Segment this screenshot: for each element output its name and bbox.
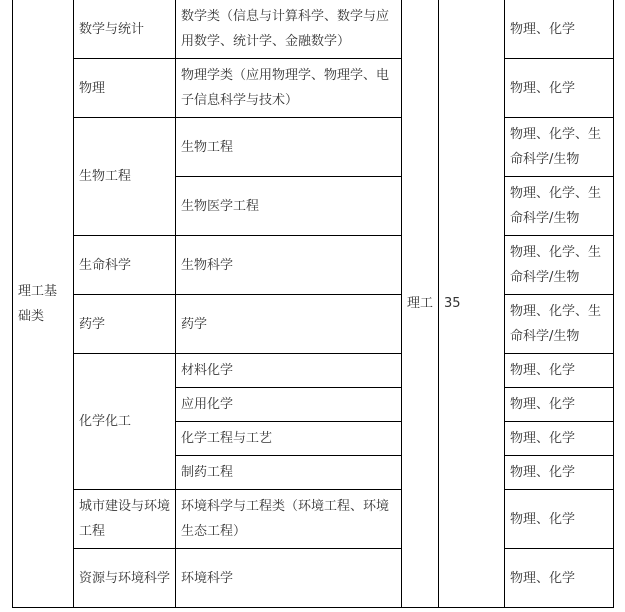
subject-cell: 资源与环境科学 xyxy=(74,549,176,608)
major-cell: 生物科学 xyxy=(176,236,402,295)
requirement-cell: 物理、化学、生命科学/生物 xyxy=(505,295,614,354)
major-cell: 物理学类（应用物理学、物理学、电子信息科学与技术） xyxy=(176,59,402,118)
subject-cell: 数学与统计 xyxy=(74,0,176,59)
table-row xyxy=(13,59,614,118)
requirement-cell: 物理、化学 xyxy=(505,456,614,490)
requirement-cell: 物理、化学 xyxy=(505,354,614,388)
requirement-cell: 物理、化学、生命科学/生物 xyxy=(505,118,614,177)
category-cell: 理工基础类 xyxy=(13,0,74,608)
table-row xyxy=(13,118,614,177)
subject-cell: 药学 xyxy=(74,295,176,354)
requirement-cell: 物理、化学 xyxy=(505,490,614,549)
subject-cell: 城市建设与环境工程 xyxy=(74,490,176,549)
subject-cell: 化学化工 xyxy=(74,354,176,490)
type-cell: 理工 xyxy=(402,0,439,608)
major-requirements-table xyxy=(12,0,614,608)
subject-cell: 生物工程 xyxy=(74,118,176,236)
requirement-cell: 物理、化学 xyxy=(505,0,614,59)
table-row xyxy=(13,236,614,295)
major-cell: 生物工程 xyxy=(176,118,402,177)
subject-cell: 生命科学 xyxy=(74,236,176,295)
requirement-cell: 物理、化学 xyxy=(505,388,614,422)
major-cell: 生物医学工程 xyxy=(176,177,402,236)
major-cell: 环境科学与工程类（环境工程、环境生态工程） xyxy=(176,490,402,549)
major-cell: 制药工程 xyxy=(176,456,402,490)
major-cell: 化学工程与工艺 xyxy=(176,422,402,456)
subject-cell: 物理 xyxy=(74,59,176,118)
major-cell: 数学类（信息与计算科学、数学与应用数学、统计学、金融数学） xyxy=(176,0,402,59)
requirement-cell: 物理、化学、生命科学/生物 xyxy=(505,177,614,236)
table-row xyxy=(13,549,614,608)
requirement-cell: 物理、化学 xyxy=(505,422,614,456)
major-cell: 应用化学 xyxy=(176,388,402,422)
count-cell: 35 xyxy=(439,0,505,608)
major-cell: 环境科学 xyxy=(176,549,402,608)
requirement-cell: 物理、化学、生命科学/生物 xyxy=(505,236,614,295)
requirement-cell: 物理、化学 xyxy=(505,59,614,118)
table-row xyxy=(13,0,614,59)
table-row xyxy=(13,490,614,549)
major-cell: 药学 xyxy=(176,295,402,354)
requirement-cell: 物理、化学 xyxy=(505,549,614,608)
table-row xyxy=(13,295,614,354)
major-cell: 材料化学 xyxy=(176,354,402,388)
table-row xyxy=(13,354,614,388)
